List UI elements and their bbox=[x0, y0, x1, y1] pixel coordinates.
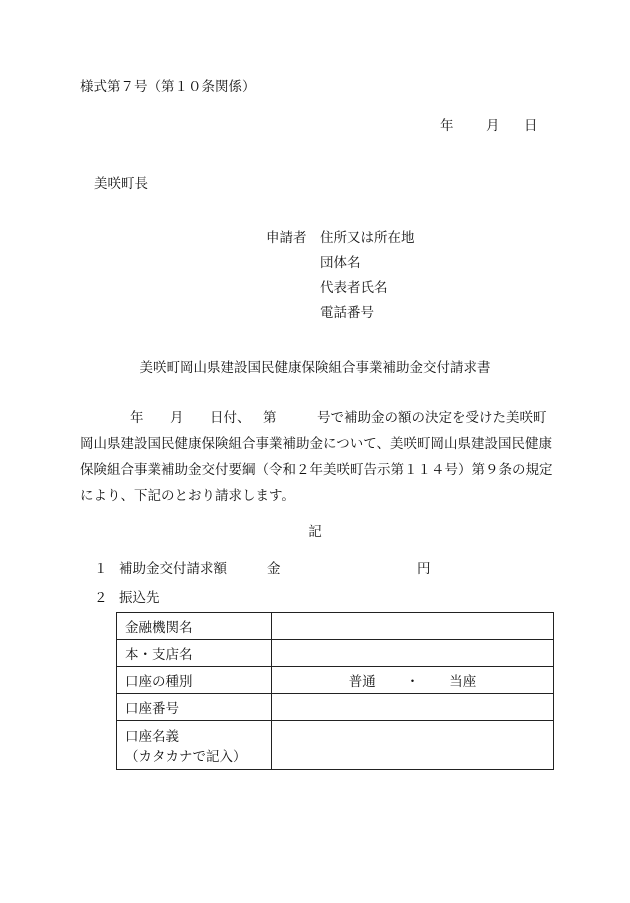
bank-name-field[interactable] bbox=[272, 613, 554, 640]
applicant-fields bbox=[320, 229, 415, 329]
body-month: 月 bbox=[170, 410, 184, 426]
account-holder-label bbox=[117, 721, 272, 770]
item2-number: ２ bbox=[94, 590, 108, 606]
item1-number: １ bbox=[94, 561, 108, 577]
account-type-field[interactable] bbox=[272, 667, 554, 694]
date-day-label: 日 bbox=[524, 118, 538, 134]
body-line-4: により、下記のとおり請求します。 bbox=[80, 488, 295, 504]
date-month-label: 月 bbox=[486, 118, 500, 134]
branch-name-field[interactable] bbox=[272, 640, 554, 667]
item-transfer-destination bbox=[94, 589, 160, 607]
item2-label: 振込先 bbox=[119, 590, 160, 606]
item-request-amount bbox=[94, 560, 431, 578]
body-line-3: 保険組合事業補助金交付要綱（令和２年美咲町告示第１１４号）第９条の規定 bbox=[80, 462, 553, 478]
ki-heading: 記 bbox=[308, 524, 322, 540]
body-line-2: 岡山県建設国民健康保険組合事業補助金について、美咲町岡山県建設国民健康 bbox=[80, 436, 552, 452]
applicant-address-label: 住所又は所在地 bbox=[320, 230, 415, 246]
body-dated: 日付、 bbox=[210, 410, 251, 426]
body-line-1 bbox=[80, 405, 558, 431]
account-number-field[interactable] bbox=[272, 694, 554, 721]
account-holder-field[interactable] bbox=[272, 721, 554, 770]
account-type-futsu[interactable]: 普通 bbox=[348, 674, 376, 690]
date-line bbox=[440, 117, 538, 135]
item1-label: 補助金交付請求額 bbox=[119, 561, 227, 577]
document-title: 美咲町岡山県建設国民健康保険組合事業補助金交付請求書 bbox=[139, 360, 491, 376]
item1-yen: 円 bbox=[417, 561, 431, 577]
applicant-representative-label: 代表者氏名 bbox=[320, 280, 388, 296]
addressee: 美咲町長 bbox=[94, 176, 148, 192]
form-number: 様式第７号（第１０条関係） bbox=[80, 79, 256, 95]
item1-kin: 金 bbox=[267, 561, 281, 577]
table-row bbox=[117, 667, 554, 694]
table-row bbox=[117, 694, 554, 721]
table-row bbox=[117, 640, 554, 667]
account-type-separator: ・ bbox=[405, 674, 420, 690]
account-type-touza[interactable]: 当座 bbox=[449, 674, 477, 690]
bank-info-table bbox=[116, 612, 554, 770]
table-row bbox=[117, 721, 554, 770]
body-line-1-rest: 号で補助金の額の決定を受けた美咲町 bbox=[317, 410, 547, 426]
body-paragraph bbox=[80, 405, 558, 509]
body-dai: 第 bbox=[263, 410, 277, 426]
account-holder-sublabel: （カタカナで記入） bbox=[125, 749, 247, 765]
account-type-label: 口座の種別 bbox=[117, 667, 272, 694]
body-year: 年 bbox=[130, 410, 144, 426]
date-year-label: 年 bbox=[440, 118, 454, 134]
table-row bbox=[117, 613, 554, 640]
account-number-label: 口座番号 bbox=[117, 694, 272, 721]
applicant-phone-label: 電話番号 bbox=[320, 305, 374, 321]
branch-name-label: 本・支店名 bbox=[117, 640, 272, 667]
bank-name-label: 金融機関名 bbox=[117, 613, 272, 640]
account-holder-label-text: 口座名義 bbox=[125, 729, 179, 745]
applicant-group-name-label: 団体名 bbox=[320, 255, 361, 271]
applicant-label: 申請者 bbox=[266, 230, 307, 246]
